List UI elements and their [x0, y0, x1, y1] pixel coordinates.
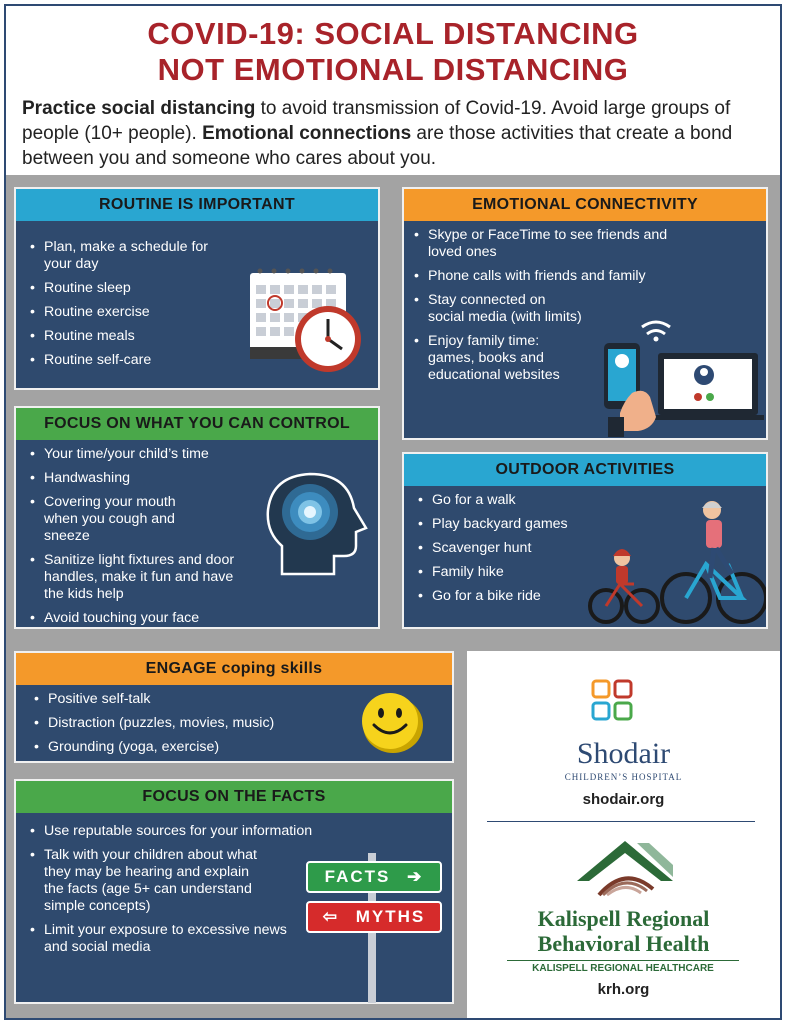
- list-item: • Distraction (puzzles, movies, music): [32, 715, 332, 732]
- outdoor-panel: [402, 452, 768, 629]
- title-line-2: NOT EMOTIONAL DISTANCING: [157, 52, 629, 87]
- coping-panel: [14, 651, 454, 763]
- emotional-panel: [402, 187, 768, 440]
- outdoor-list: [416, 492, 596, 612]
- facts-heading: FOCUS ON THE FACTS: [16, 781, 452, 813]
- list-item: • Go for a walk: [416, 492, 596, 509]
- control-panel: [14, 406, 380, 629]
- family-bike-icon: [582, 494, 766, 626]
- list-item: • Your time/your child’s time: [28, 446, 246, 463]
- list-item: • Talk with your children about what they may be hearing and explain the facts (age 5+ can understand simple concepts): [28, 847, 263, 915]
- list-item: • Handwashing: [28, 470, 246, 487]
- arrow-left-icon: ⇦: [322, 907, 339, 926]
- calendar-clock-icon: [246, 263, 370, 375]
- facts-sign-label: FACTS: [324, 867, 391, 886]
- logo-divider: [487, 821, 755, 822]
- list-item: • Routine self-care: [28, 352, 238, 369]
- list-item: • Stay connected on social media (with limits): [412, 292, 582, 326]
- myths-sign: [306, 901, 442, 933]
- list-item: • Routine sleep: [28, 280, 238, 297]
- routine-panel: [14, 187, 380, 390]
- arrow-right-icon: ➔: [407, 867, 424, 886]
- outdoor-heading: OUTDOOR ACTIVITIES: [404, 454, 766, 486]
- myths-sign-label: MYTHS: [355, 907, 426, 926]
- intro-bold-2: Emotional connections: [202, 123, 412, 144]
- emotional-heading: EMOTIONAL CONNECTIVITY: [404, 189, 766, 221]
- list-item: • Scavenger hunt: [416, 540, 596, 557]
- coping-list: [32, 691, 332, 763]
- smiley-icon: [356, 691, 426, 755]
- list-item: • Enjoy family time: games, books and educational websites: [412, 333, 587, 384]
- list-item: • Go for a bike ride: [416, 588, 596, 605]
- facts-sign: [306, 861, 442, 893]
- facts-list: [28, 823, 388, 963]
- intro-text-1: to avoid transmission of Covid-19. Avoid large groups of people (10+ people).: [22, 98, 731, 144]
- control-list: [28, 446, 246, 634]
- list-item: • Routine exercise: [28, 304, 238, 321]
- list-item: • Avoid touching your face: [28, 610, 246, 627]
- routine-heading: ROUTINE IS IMPORTANT: [16, 189, 378, 221]
- shodair-logo-icon: [589, 677, 635, 723]
- list-item: • Routine meals: [28, 328, 238, 345]
- krh-name-line-1: Kalispell Regional: [537, 906, 710, 931]
- krh-logo-icon: [573, 837, 677, 897]
- facts-panel: [14, 779, 454, 1004]
- list-item: • Play backyard games: [416, 516, 596, 533]
- intro-bold-1: Practice social distancing: [22, 98, 256, 119]
- routine-list: [28, 239, 238, 376]
- page-title: [0, 16, 786, 88]
- head-focus-icon: [262, 470, 372, 580]
- list-item: • Skype or FaceTime to see friends and loved ones: [412, 227, 677, 261]
- shodair-website[interactable]: shodair.org: [582, 791, 665, 808]
- list-item: • Limit your exposure to excessive news and social media: [28, 922, 288, 956]
- list-item: • Positive self-talk: [32, 691, 332, 708]
- krh-name-line-2: Behavioral Health: [537, 931, 710, 956]
- logo-area: [467, 651, 780, 1018]
- list-item: • Family hike: [416, 564, 596, 581]
- shodair-subtitle: CHILDREN’S HOSPITAL: [564, 772, 683, 782]
- list-item: • Covering your mouth when you cough and sneeze: [28, 494, 208, 545]
- coping-heading: ENGAGE coping skills: [16, 653, 452, 685]
- krh-subtitle: KALISPELL REGIONAL HEALTHCARE: [507, 960, 739, 974]
- title-line-1: COVID-19: SOCIAL DISTANCING: [147, 16, 639, 51]
- shodair-name: Shodair: [576, 737, 671, 770]
- list-item: • Grounding (yoga, exercise): [32, 739, 332, 756]
- control-heading: FOCUS ON WHAT YOU CAN CONTROL: [16, 408, 378, 440]
- list-item: • Phone calls with friends and family: [412, 268, 677, 285]
- intro-paragraph: [22, 96, 772, 171]
- krh-website[interactable]: krh.org: [597, 981, 650, 998]
- list-item: • Use reputable sources for your information: [28, 823, 388, 840]
- list-item: • Sanitize light fixtures and door handles, make it fun and have the kids help: [28, 552, 238, 603]
- list-item: • Plan, make a schedule for your day: [28, 239, 238, 273]
- video-call-icon: [600, 317, 764, 437]
- intro-text-2: are those activities that create a bond between you and someone who cares about you.: [22, 123, 733, 169]
